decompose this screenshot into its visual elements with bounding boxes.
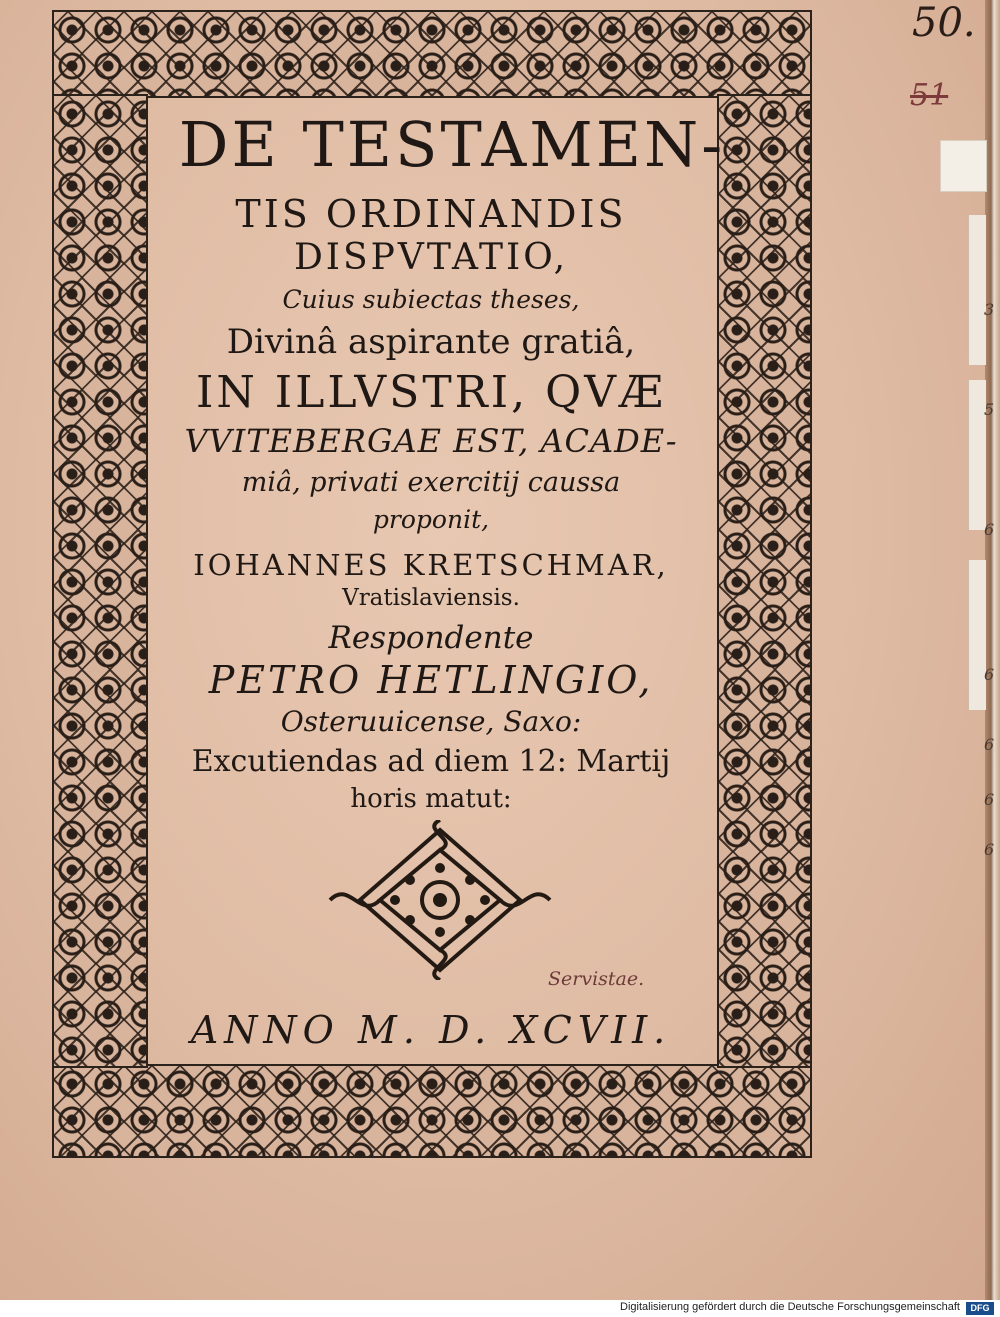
title-line-9: proponit, xyxy=(372,505,490,534)
folio-number: 50. xyxy=(912,0,976,46)
dfg-logo: DFG xyxy=(966,1302,994,1315)
author-name: IOHANNES KRETSCHMAR, xyxy=(193,548,669,582)
ornamental-border-right xyxy=(717,94,812,1068)
title-line-4: Cuius subiectas theses, xyxy=(282,285,580,314)
title-line-2: TIS ORDINANDIS xyxy=(235,192,627,236)
paper-slip xyxy=(940,140,987,192)
edge-strip xyxy=(968,215,986,365)
date-line-2: horis matut: xyxy=(350,784,512,814)
handwritten-note: Servistae. xyxy=(548,968,645,990)
edge-digit: 6 xyxy=(984,735,995,754)
title-line-6: IN ILLVSTRI, QVÆ xyxy=(195,367,667,418)
book-edge xyxy=(985,0,1000,1300)
title-line-1: DE TESTAMEN- xyxy=(178,108,726,181)
edge-digit: 6 xyxy=(984,840,995,859)
date-line-1: Excutiendas ad diem 12: Martij xyxy=(191,744,671,779)
old-folio-number: 51 xyxy=(910,78,949,113)
ornamental-border-top xyxy=(52,10,812,98)
respondent-label: Respondente xyxy=(328,620,534,656)
title-line-8: miâ, privati exercitij caussa xyxy=(241,467,621,498)
title-line-3: DISPVTATIO, xyxy=(293,237,569,278)
edge-digit: 5 xyxy=(984,400,995,419)
footer-credit: Digitalisierung gefördert durch die Deutsche Forschungsgemeinschaft xyxy=(620,1301,960,1313)
footer-bar xyxy=(0,1300,1000,1317)
title-line-5: Divinâ aspirante gratiâ, xyxy=(226,322,636,362)
ornamental-border-left xyxy=(52,94,148,1068)
printers-ornament xyxy=(320,820,560,980)
ornamental-border-bottom xyxy=(52,1064,812,1158)
respondent-origin: Osteruuicense, Saxo: xyxy=(280,705,582,738)
edge-digit: 3 xyxy=(984,300,995,319)
title-line-7: VVITEBERGAE EST, ACADE- xyxy=(184,422,678,460)
edge-digit: 6 xyxy=(984,520,995,539)
edge-digit: 6 xyxy=(984,665,995,684)
edge-strip xyxy=(968,560,986,710)
edge-digit: 6 xyxy=(984,790,995,809)
author-origin: Vratislaviensis. xyxy=(342,585,520,611)
respondent-name: PETRO HETLINGIO, xyxy=(208,658,654,702)
imprint-year: ANNO M. D. XCVII. xyxy=(190,1008,672,1052)
